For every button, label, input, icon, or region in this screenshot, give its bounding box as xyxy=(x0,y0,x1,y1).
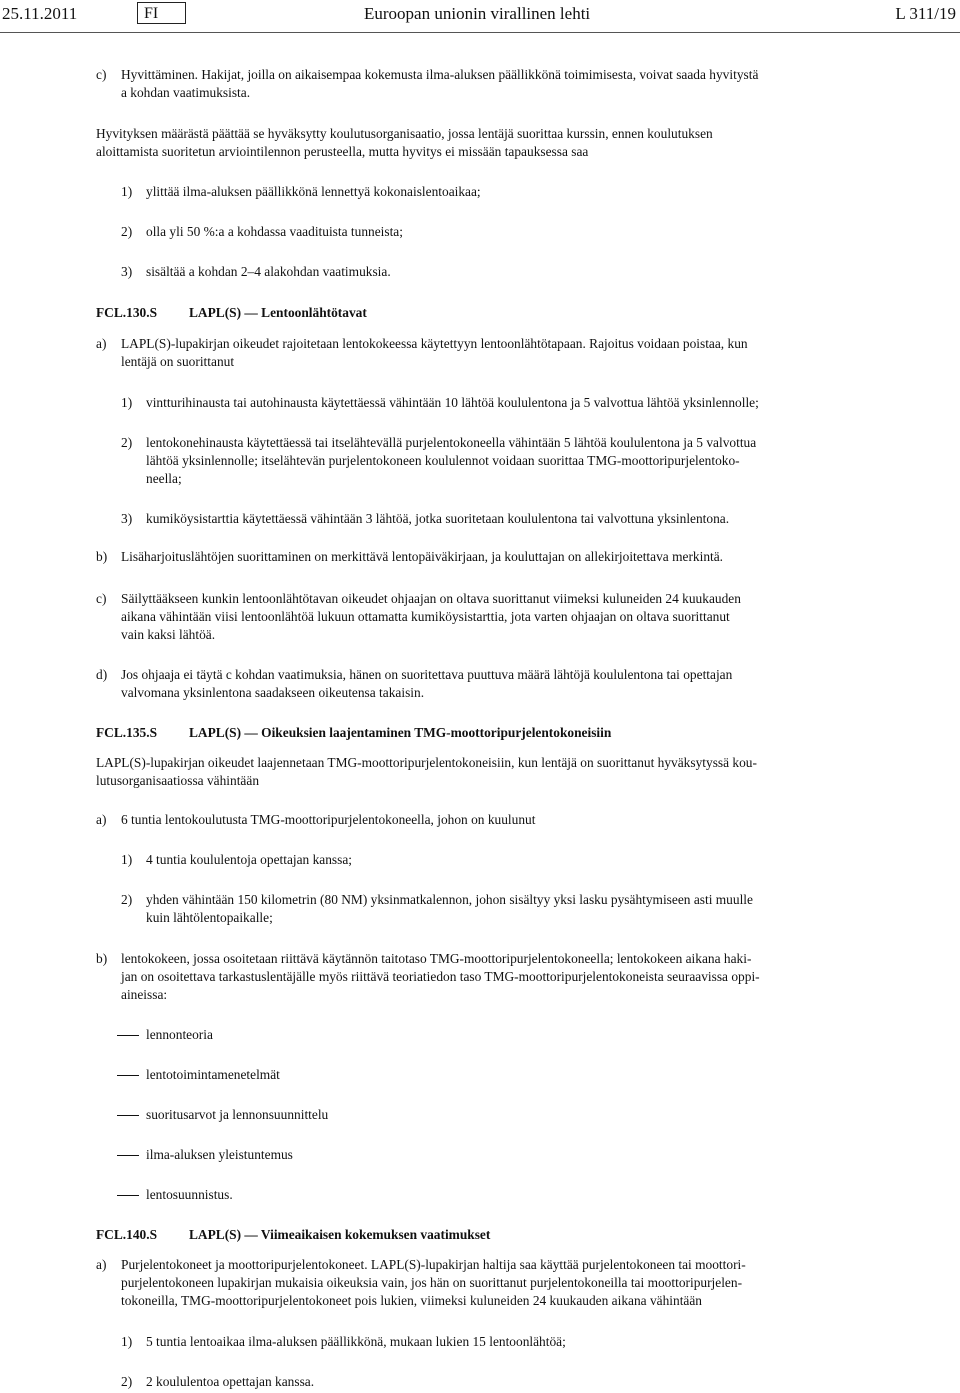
subject-item: suoritusarvot ja lennonsuunnittelu xyxy=(146,1107,329,1122)
subject-item: lentosuunnistus. xyxy=(146,1187,233,1202)
subject-item: lentotoimintamenetelmät xyxy=(146,1067,280,1082)
item-label: 1) xyxy=(121,1334,133,1349)
item-label: 2) xyxy=(121,435,133,450)
language-badge: FI xyxy=(137,2,186,24)
em-dash-bullet xyxy=(117,1075,139,1076)
paragraph-line: purjelentokoneen lupakirjan mukaisia oikeuksia vain, jos hän on suorittanut purjelentokoneilla tai moottoripurjelen- xyxy=(121,1275,743,1290)
list-item: lähtöä yksinlennolle; itselähtevän purjelentokoneen koululennot voidaan suorittaa TMG-moottoripurjelentoko- xyxy=(146,453,740,468)
paragraph-line: jan on osoitettava tarkastuslentäjälle myös riittävä teoriatiedon taso TMG-moottoripurjelentokoneista seuraavissa oppi- xyxy=(121,969,760,984)
paragraph-line: a kohdan vaatimuksista. xyxy=(121,85,251,100)
paragraph-line: Lisäharjoituslähtöjen suorittaminen on merkittävä lentopäiväkirjaan, ja kouluttajan on allekirjoitettava merkintä. xyxy=(121,549,724,564)
item-label: 3) xyxy=(121,264,133,279)
journal-title: Euroopan unionin virallinen lehti xyxy=(364,4,591,23)
paragraph-line: vain kaksi lähtöä. xyxy=(121,627,216,642)
paragraph-line: tokoneilla, TMG-moottoripurjelentokoneet pois lukien, viimeksi kuluneiden 24 kuukauden aikana vähintään xyxy=(121,1293,703,1308)
paragraph-line: LAPL(S)-lupakirjan oikeudet laajennetaan TMG-moottoripurjelentokoneisiin, kun lentäjä on suorittanut hyväksytyssä kou- xyxy=(96,755,757,770)
paragraph-line: 6 tuntia lentokoulutusta TMG-moottoripurjelentokoneella, johon on kuulunut xyxy=(121,812,536,827)
page-header xyxy=(0,0,960,28)
list-item: kumiköysistarttia käytettäessä vähintään 3 lähtöä, jotka suoritetaan koululentona tai valvottuna yksinlentona. xyxy=(146,511,730,526)
em-dash-bullet xyxy=(117,1155,139,1156)
paragraph-line: Purjelentokoneet ja moottoripurjelentokoneet. LAPL(S)-lupakirjan haltija saa käyttää purjelentokoneen tai moottori- xyxy=(121,1257,746,1272)
subject-item: lennonteoria xyxy=(146,1027,213,1042)
paragraph-line: lentäjä on suorittanut xyxy=(121,354,235,369)
em-dash-bullet xyxy=(117,1195,139,1196)
item-label: a) xyxy=(96,1257,107,1272)
list-item: olla yli 50 %:a a kohdassa vaadituista tunneista; xyxy=(146,224,403,239)
item-label: b) xyxy=(96,951,108,966)
list-item: lentokonehinausta käytettäessä tai itselähtevällä purjelentokoneella vähintään 5 lähtöä koululentona ja 5 valvottua xyxy=(146,435,757,450)
item-label: a) xyxy=(96,336,107,351)
section-title: LAPL(S) — Lentoonlähtötavat xyxy=(189,305,367,320)
item-label: 3) xyxy=(121,511,133,526)
item-label: a) xyxy=(96,812,107,827)
em-dash-bullet xyxy=(117,1115,139,1116)
paragraph-line: Hyvittäminen. Hakijat, joilla on aikaisempaa kokemusta ilma-aluksen päällikkönä toimimisesta, voivat saada hyvitystä xyxy=(121,67,759,82)
list-item: kuin lähtölentopaikalle; xyxy=(146,910,273,925)
section-title: LAPL(S) — Viimeaikaisen kokemuksen vaatimukset xyxy=(189,1227,491,1242)
paragraph-line: lentokokeen, jossa osoitetaan riittävä käytännön taitotaso TMG-moottoripurjelentokoneella; lentokokeen aikana haki- xyxy=(121,951,752,966)
publication-date: 25.11.2011 xyxy=(2,4,78,23)
page-number: L 311/19 xyxy=(895,4,956,23)
list-item: sisältää a kohdan 2–4 alakohdan vaatimuksia. xyxy=(146,264,391,279)
item-label: 2) xyxy=(121,1374,133,1389)
section-title: LAPL(S) — Oikeuksien laajentaminen TMG-moottoripurjelentokoneisiin xyxy=(189,725,612,740)
list-item: neella; xyxy=(146,471,182,486)
item-label: 1) xyxy=(121,852,133,867)
paragraph-line: LAPL(S)-lupakirjan oikeudet rajoitetaan lentokokeessa käytettyyn lentoonlähtötapaan. Rajoitus voidaan poistaa, kun xyxy=(121,336,748,351)
list-item: 4 tuntia koululentoja opettajan kanssa; xyxy=(146,852,353,867)
list-item: 5 tuntia lentoaikaa ilma-aluksen päällikkönä, mukaan lukien 15 lentoonlähtöä; xyxy=(146,1334,566,1349)
paragraph-line: lutusorganisaatiossa vähintään xyxy=(96,773,260,788)
item-label: 1) xyxy=(121,184,133,199)
paragraph-line: aloittamista suoritetun arviointilennon perusteella, mutta hyvitys ei missään tapauksessa saa xyxy=(96,144,589,159)
paragraph-line: Säilyttääkseen kunkin lentoonlähtötavan oikeudet ohjaajan on oltava suorittanut viimeksi kuluneiden 24 kuukauden xyxy=(121,591,741,606)
list-item: 2 koululentoa opettajan kanssa. xyxy=(146,1374,315,1389)
item-label: d) xyxy=(96,667,108,682)
item-label: 2) xyxy=(121,224,133,239)
section-code: FCL.140.S xyxy=(96,1227,158,1242)
item-label: b) xyxy=(96,549,108,564)
list-item: ylittää ilma-aluksen päällikkönä lennettyä kokonaislentoaikaa; xyxy=(146,184,481,199)
header-rule xyxy=(0,32,960,33)
section-code: FCL.130.S xyxy=(96,305,158,320)
list-item: yhden vähintään 150 kilometrin (80 NM) yksinmatkalennon, johon sisältyy yksi lasku pysähtymiseen asti muulle xyxy=(146,892,753,907)
list-item: vintturihinausta tai autohinausta käytettäessä vähintään 10 lähtöä koululentona ja 5 valvottua lähtöä yksinlennolle; xyxy=(146,395,759,410)
em-dash-bullet xyxy=(117,1035,139,1036)
item-label: 1) xyxy=(121,395,133,410)
item-label: c) xyxy=(96,67,107,82)
item-label: c) xyxy=(96,591,107,606)
paragraph-line: valvomana yksinlentona saadakseen oikeutensa takaisin. xyxy=(121,685,425,700)
paragraph-line: aineissa: xyxy=(121,987,168,1002)
paragraph-line: Jos ohjaaja ei täytä c kohdan vaatimuksia, hänen on suoritettava puuttuva määrä lähtöjä koululentona tai opettajan xyxy=(121,667,733,682)
subject-item: ilma-aluksen yleistuntemus xyxy=(146,1147,293,1162)
item-label: 2) xyxy=(121,892,133,907)
paragraph-line: Hyvityksen määrästä päättää se hyväksytty koulutusorganisaatio, jossa lentäjä suorittaa kurssin, ennen koulutuksen xyxy=(96,126,713,141)
paragraph-line: aikana vähintään viisi lentoonlähtöä lukuun ottamatta kumiköysistarttia, jota varten ohjaajan on oltava suorittanut xyxy=(121,609,730,624)
section-code: FCL.135.S xyxy=(96,725,158,740)
